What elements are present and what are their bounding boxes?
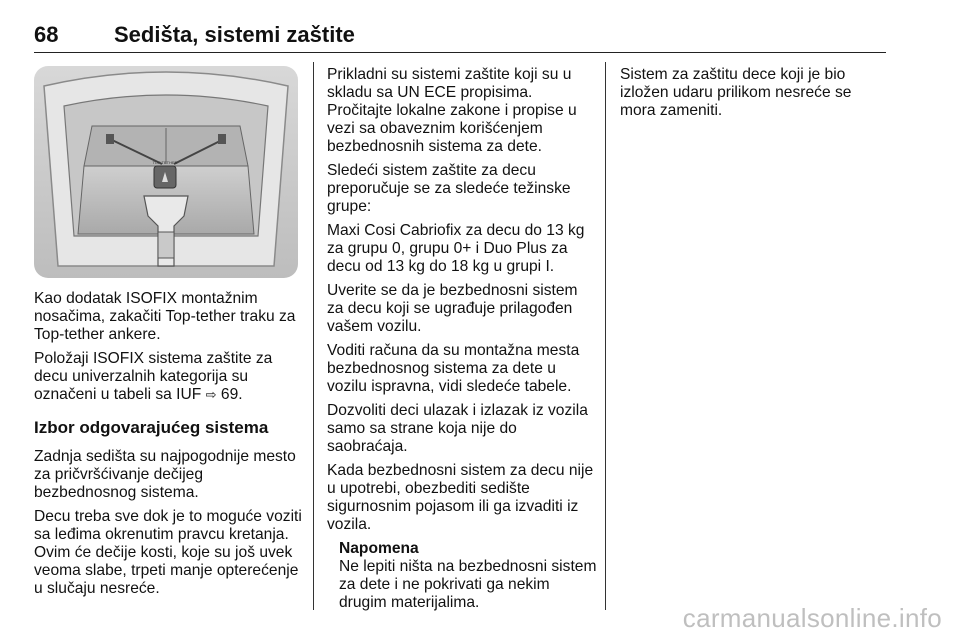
column-divider-2 <box>605 62 606 610</box>
paragraph-not-in-use: Kada bezbednosni sistem za decu nije u upotrebi, obezbediti sedište sigurnosnim pojasom ili ga izvaditi iz vozila. <box>327 462 594 533</box>
paragraph-weight-groups: Sledeći sistem zaštite za decu preporučuje se za sledeće težinske grupe: <box>327 162 571 215</box>
page-reference-link[interactable]: 69. <box>220 386 243 403</box>
paragraph-exit-side: Dozvoliti deci ulazak i izlazak iz vozila samo sa strane koja nije do saobraćaja. <box>327 402 588 455</box>
top-tether-label: TOP TETHER <box>152 160 178 165</box>
isofix-positions-text: Položaji ISOFIX sistema zaštite za decu univerzalnih kategorija su označeni u tabeli sa IUF <box>34 350 273 403</box>
column-divider-1 <box>313 62 314 610</box>
paragraph-replace-after-accident: Sistem za zaštitu dece koji je bio izložen udaru prilikom nesreće se mora zameniti. <box>620 66 852 119</box>
note-box <box>339 540 597 612</box>
column-3 <box>620 66 882 126</box>
paragraph-maxi-cosi: Maxi Cosi Cabriofix za decu do 13 kg za grupu 0, grupu 0+ i Duo Plus za decu od 13 kg do 18 kg u grupi I. <box>327 222 585 275</box>
paragraph-top-tether: Kao dodatak ISOFIX montažnim nosačima, zakačiti Top-tether traku za Top-tether ankere. <box>34 290 296 343</box>
page-number: 68 <box>34 22 59 47</box>
note-text: Ne lepiti ništa na bezbednosni sistem za dete i ne pokrivati ga nekim drugim materijalima. <box>339 558 597 611</box>
page-reference-arrow-icon: ⇨ <box>205 387 217 402</box>
paragraph-rear-seats: Zadnja sedišta su najpogodnije mesto za pričvršćivanje dečijeg bezbednosnog sistema. <box>34 448 296 501</box>
column-2 <box>327 66 597 612</box>
paragraph-un-ece: Prikladni su sistemi zaštite koji su u skladu sa UN ECE propisima. Pročitajte lokalne zakone i propise u vezi sa obaveznim korišćenjem bezbednosnih sistema za dete. <box>327 66 577 155</box>
trunk-illustration <box>34 66 298 278</box>
paragraph-rear-facing: Decu treba sve dok je to moguće voziti sa leđima okrenutim pravcu kretanja. Ovim će dečije kosti, koje su još uvek veoma slabe, trpeti manje opterećenje u slučaju nesreće. <box>34 508 302 597</box>
paragraph-mounting-points: Voditi računa da su montažna mesta bezbednosnog sistema za dete u vozilu ispravna, vidi sledeće tabele. <box>327 342 580 395</box>
page-title: Sedišta, sistemi zaštite <box>114 22 355 47</box>
page-header <box>34 22 886 53</box>
paragraph-compatibility: Uverite se da je bezbednosni sistem za decu koji se ugrađuje prilagođen vašem vozilu. <box>327 282 578 335</box>
section-heading: Izbor odgovarajućeg sistema <box>34 418 269 437</box>
note-heading: Napomena <box>339 540 419 557</box>
column-1 <box>34 290 306 604</box>
watermark: carmanualsonline.info <box>682 603 942 633</box>
paragraph-isofix-positions <box>34 350 306 404</box>
